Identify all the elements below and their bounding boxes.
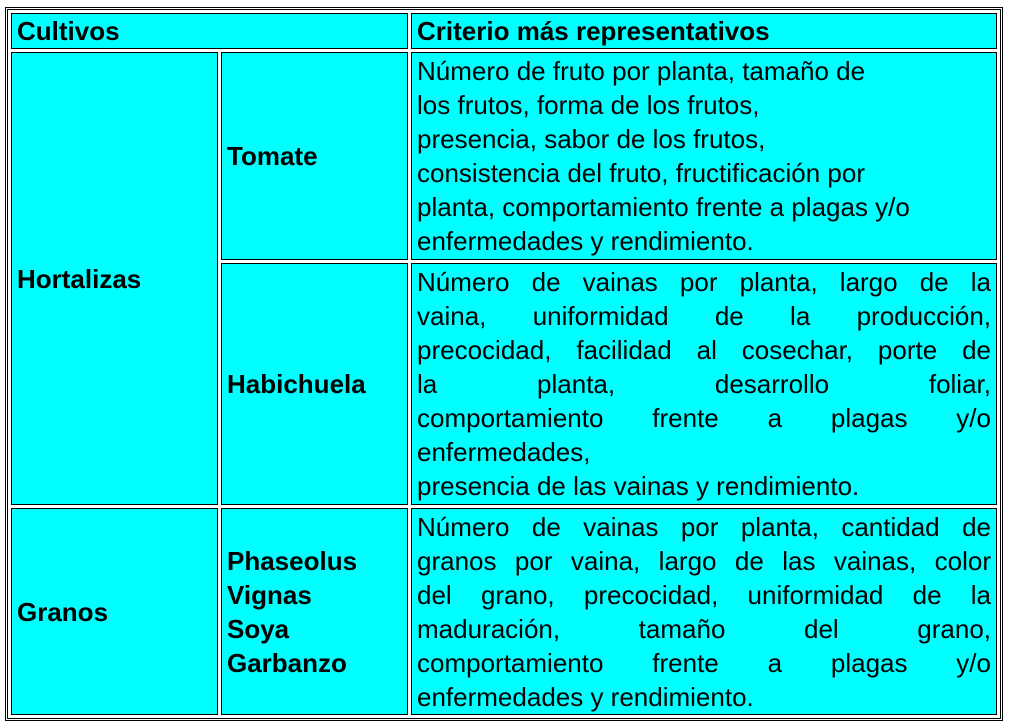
criteria-line: presencia de las vainas y rendimiento. bbox=[417, 471, 860, 501]
criteria-line: los frutos, forma de los frutos, bbox=[417, 90, 760, 120]
criteria-habichuela bbox=[411, 263, 997, 505]
table-row bbox=[11, 52, 997, 260]
criteria-line: enfermedades, bbox=[417, 437, 591, 467]
criteria-table bbox=[8, 10, 1000, 718]
criteria-line: consistencia del fruto, fructificación por bbox=[417, 158, 866, 188]
criteria-line: comportamiento frente a plagas y/o bbox=[417, 647, 991, 678]
header-cultivos: Cultivos bbox=[11, 13, 408, 49]
criteria-line: Número de vainas por planta, cantidad de bbox=[417, 511, 991, 542]
crop-phaseolus: Phaseolus bbox=[227, 545, 358, 576]
table-header-row bbox=[11, 13, 997, 49]
criteria-line: enfermedades y rendimiento. bbox=[417, 226, 754, 256]
criteria-line: granos por vaina, largo de las vainas, color bbox=[417, 545, 991, 576]
criteria-line: enfermedades y rendimiento. bbox=[417, 681, 754, 712]
criteria-granos bbox=[411, 508, 997, 715]
table-row bbox=[11, 508, 997, 715]
criteria-line: precocidad, facilidad al cosechar, porte de bbox=[417, 335, 991, 365]
header-criterio: Criterio más representativos bbox=[411, 13, 997, 49]
crop-garbanzo: Garbanzo bbox=[227, 647, 347, 678]
category-granos: Granos bbox=[11, 508, 218, 715]
criteria-line: vaina, uniformidad de la producción, bbox=[417, 301, 991, 331]
criteria-tomate bbox=[411, 52, 997, 260]
crop-soya: Soya bbox=[227, 613, 290, 644]
crop-tomate: Tomate bbox=[221, 52, 408, 260]
category-hortalizas: Hortalizas bbox=[11, 52, 218, 505]
crop-list-granos bbox=[221, 508, 408, 715]
criteria-table-frame bbox=[5, 7, 1003, 721]
criteria-line: maduración, tamaño del grano, bbox=[417, 613, 991, 644]
criteria-line: comportamiento frente a plagas y/o bbox=[417, 403, 991, 433]
crop-vignas: Vignas bbox=[227, 579, 312, 610]
criteria-line: Número de fruto por planta, tamaño de bbox=[417, 56, 866, 86]
criteria-line: del grano, precocidad, uniformidad de la bbox=[417, 579, 991, 610]
criteria-line: Número de vainas por planta, largo de la bbox=[417, 267, 991, 297]
criteria-line: planta, comportamiento frente a plagas y/o bbox=[417, 192, 910, 222]
crop-habichuela: Habichuela bbox=[221, 263, 408, 505]
criteria-line: la planta, desarrollo foliar, bbox=[417, 369, 991, 399]
criteria-line: presencia, sabor de los frutos, bbox=[417, 124, 766, 154]
